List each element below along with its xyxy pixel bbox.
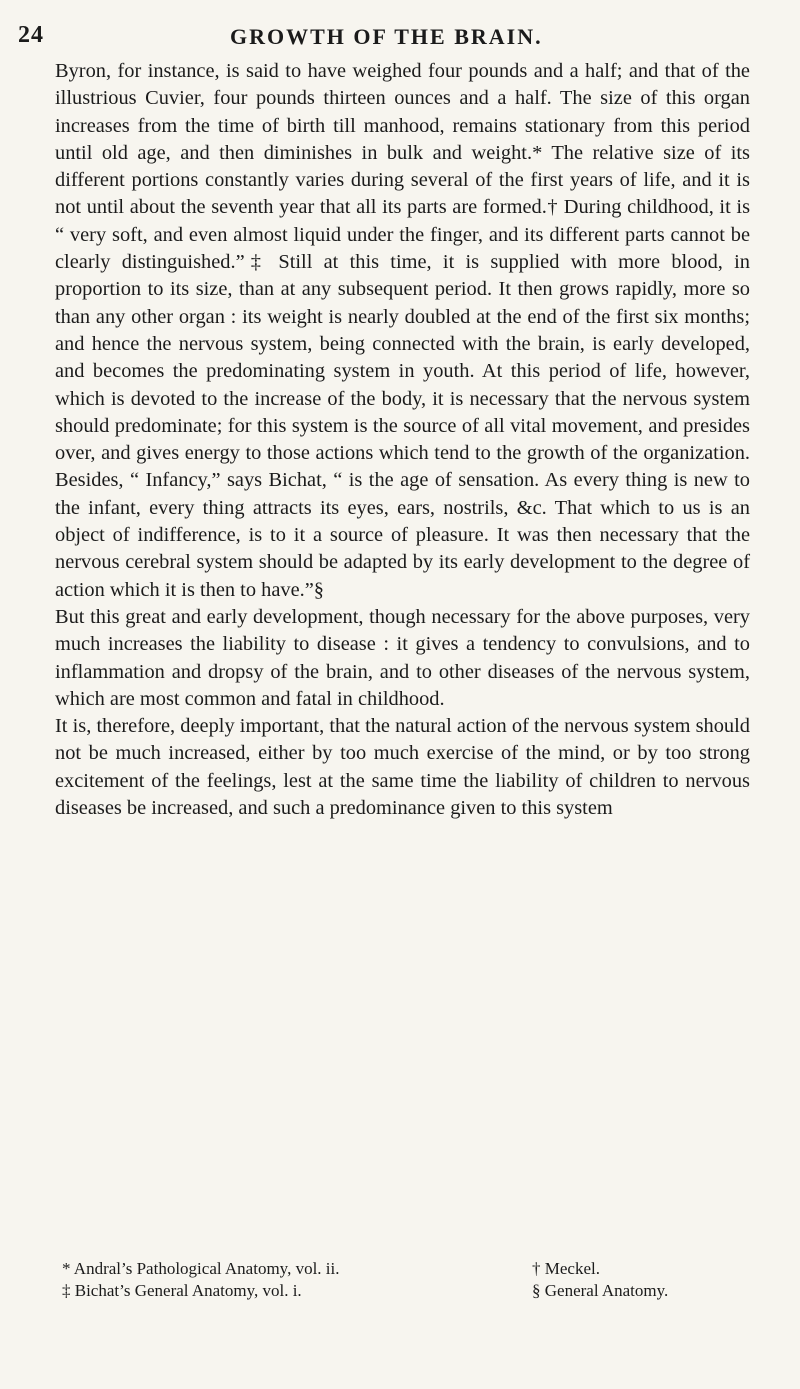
footnote-row-2 — [62, 1280, 752, 1302]
footnote-andral: * Andral’s Pathological Anatomy, vol. ii. — [62, 1259, 340, 1278]
paragraph-2: But this great and early development, though necessary for the above purposes, very much increases the liability to disease : it gives a tendency to convulsions, and to inflammation and dropsy of the brain, and to other diseases of the nervous system, which are most common and fatal in childhood. — [55, 605, 750, 710]
footnotes — [62, 1258, 752, 1302]
footnote-row-1 — [62, 1258, 752, 1280]
page-number: 24 — [18, 22, 44, 48]
page-header — [18, 22, 738, 62]
footnote-general-anatomy: § General Anatomy. — [532, 1281, 669, 1300]
footnote-bichat: ‡ Bichat’s General Anatomy, vol. i. — [62, 1281, 302, 1300]
footnote-meckel: † Meckel. — [532, 1259, 600, 1278]
running-head: GROWTH OF THE BRAIN. — [230, 24, 543, 49]
paragraph-1: Byron, for instance, is said to have weighed four pounds and a half; and that of the illustrious Cuvier, four pounds thirteen ounces and a half. The size of this organ increases from the time of birth till manhood, remains stationary from this period until old age, and then diminishes in bulk and weight.* The relative size of its different portions constantly varies during several of the first years of life, and it is not until about the seventh year that all its parts are formed.† During childhood, it is “ very soft, and even almost liquid under the finger, and its different parts cannot be clearly distinguished.”‡ Still at this time, it is supplied with more blood, in proportion to its size, than at any subsequent period. It then grows rapidly, more so than any other organ : its weight is nearly doubled at the end of the first six months; and hence the nervous system, being connected with the brain, is early developed, and becomes the predominating system in youth. At this period of life, however, which is devoted to the increase of the body, it is necessary that the nervous system should predominate; for this system is the source of all vital movement, and presides over, and gives energy to those actions which tend to the growth of the organization. Besides, “ Infancy,” says Bichat, “ is the age of sensation. As every thing is new to the infant, every thing attracts its eyes, ears, nostrils, &c. That which to us is an object of indifference, is to it a source of pleasure. It was then necessary that the nervous cerebral system should be adapted by its early development to the degree of action which it is then to have.”§ — [55, 60, 750, 601]
body-text — [55, 58, 750, 822]
paragraph-3: It is, therefore, deeply important, that the natural action of the nervous system should not be much increased, either by too much exercise of the mind, or by too strong excitement of the feelings, lest at the same time the liability of children to nervous diseases be increased, and such a predominance given to this system — [55, 715, 750, 820]
